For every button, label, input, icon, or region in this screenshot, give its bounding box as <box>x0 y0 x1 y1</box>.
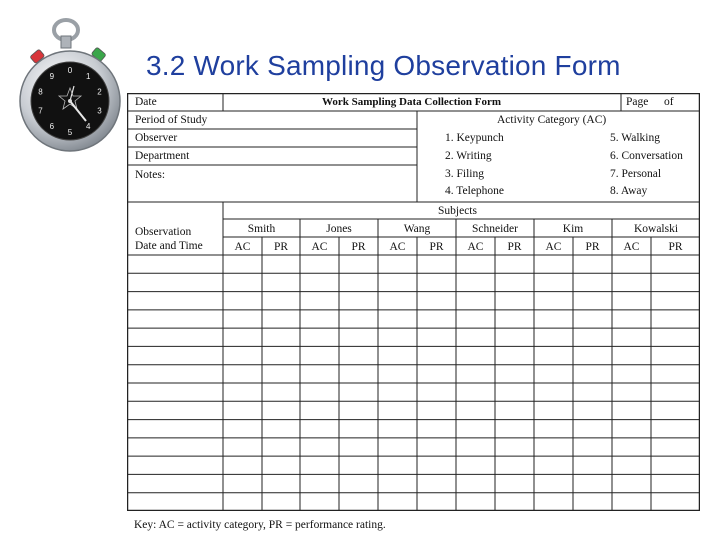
form-key: Key: AC = activity category, PR = performance rating. <box>134 519 386 531</box>
dial-number: 8 <box>38 87 43 97</box>
dial-number: 9 <box>49 71 55 81</box>
activity-item: 6. Conversation <box>610 150 683 162</box>
form-title: Work Sampling Data Collection Form <box>322 96 502 108</box>
dial-number: 5 <box>67 128 73 137</box>
period-of-study-label: Period of Study <box>135 114 208 126</box>
notes-label: Notes: <box>135 169 166 181</box>
sub-column-header: PR <box>585 241 600 253</box>
subject-name: Jones <box>326 223 352 235</box>
sub-column-header: AC <box>467 241 484 253</box>
subject-name: Wang <box>403 223 431 235</box>
page-label: Page <box>626 96 649 108</box>
subject-name: Kowalski <box>633 223 679 235</box>
dial-number: 6 <box>49 122 55 132</box>
subject-name: Kim <box>562 223 584 235</box>
sub-column-header: AC <box>234 241 251 253</box>
sub-column-header: PR <box>273 241 289 253</box>
sub-column-header: AC <box>311 241 328 253</box>
activity-item: 3. Filing <box>445 168 484 180</box>
sub-column-header: PR <box>351 241 366 253</box>
slide-title: 3.2 Work Sampling Observation Form <box>146 50 621 81</box>
sub-column-header: AC <box>389 241 406 253</box>
subject-name: Smith <box>247 223 276 235</box>
sub-column-header: PR <box>429 241 444 253</box>
dial-number: 3 <box>97 106 102 116</box>
dial-number: 0 <box>67 66 73 75</box>
date-label: Date <box>135 96 157 108</box>
activity-item: 5. Walking <box>610 132 660 144</box>
stopwatch-icon <box>18 16 134 156</box>
subject-name: Schneider <box>472 223 518 235</box>
activity-category-title: Activity Category (AC) <box>497 114 607 126</box>
dial-number: 4 <box>85 122 91 132</box>
activity-item: 1. Keypunch <box>445 132 504 144</box>
dial-number: 7 <box>38 106 43 116</box>
activity-item: 8. Away <box>610 185 648 197</box>
observation-form <box>127 93 700 511</box>
dial-number: 2 <box>97 87 102 97</box>
stopwatch-crown <box>61 36 71 48</box>
sub-column-header: PR <box>507 241 522 253</box>
sub-column-header: AC <box>545 241 562 253</box>
activity-item: 2. Writing <box>445 150 492 162</box>
activity-item: 7. Personal <box>610 168 662 180</box>
sub-column-header: PR <box>668 241 683 253</box>
date-and-time-label: Date and Time <box>135 240 203 252</box>
department-label: Department <box>135 150 190 162</box>
sub-column-header: AC <box>623 241 640 253</box>
of-label: of <box>664 96 674 108</box>
activity-item: 4. Telephone <box>445 185 505 197</box>
observation-label: Observation <box>135 226 192 238</box>
subjects-label: Subjects <box>438 205 477 217</box>
dial-number: 1 <box>85 71 91 81</box>
observer-label: Observer <box>135 132 178 144</box>
